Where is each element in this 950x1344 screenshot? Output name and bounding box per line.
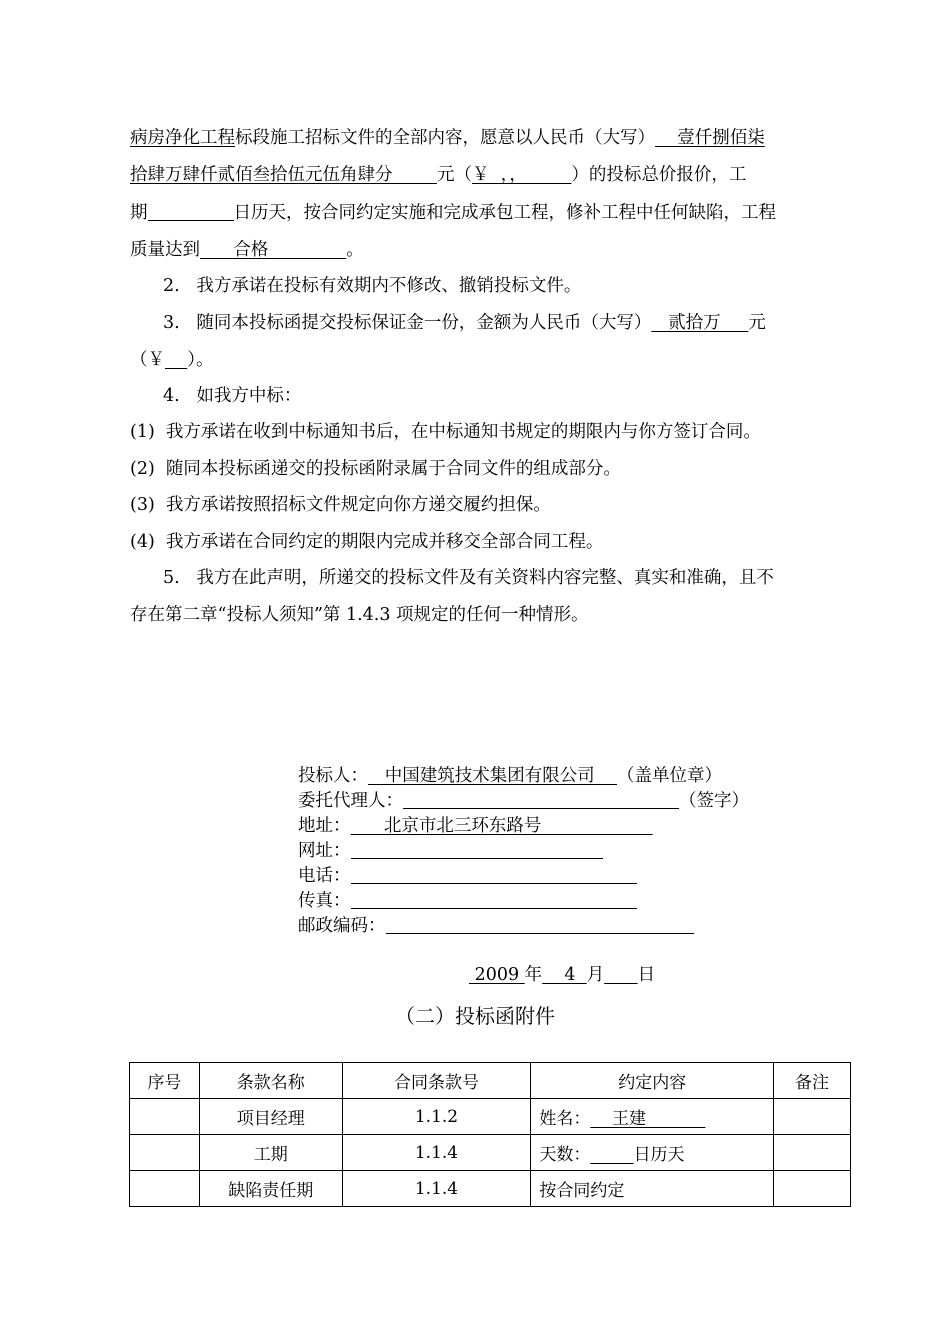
paragraph-1-text-2: ）的投标总价报价，工	[571, 165, 747, 185]
table-row	[130, 1135, 851, 1171]
row-no	[130, 1099, 200, 1135]
content-label: 姓名：	[539, 1109, 591, 1129]
row-note	[774, 1135, 851, 1171]
date-day	[604, 965, 637, 985]
item-5-line-1: 5. 我方在此声明，所递交的投标文件及有关资料内容完整、真实和准确，且不	[163, 568, 774, 588]
row-no	[130, 1135, 200, 1171]
paragraph-1-text: 标段施工招标文件的全部内容，愿意以人民币（大写）	[235, 128, 655, 148]
bidder-seal-note: （盖单位章）	[616, 766, 722, 786]
row-clause-number: 1.1.2	[342, 1099, 531, 1135]
period-blank	[148, 202, 234, 221]
header-note: 备注	[774, 1063, 851, 1099]
content-value: 王建	[590, 1109, 706, 1129]
row-content	[531, 1099, 774, 1135]
date-year: 2009	[469, 965, 525, 985]
row-clause-number: 1.1.4	[342, 1171, 531, 1207]
bidder-value: 中国建筑技术集团有限公司	[368, 766, 617, 786]
agent-sign-note: （签字）	[679, 791, 749, 811]
paragraph-1-line-1	[130, 126, 765, 150]
row-content	[531, 1171, 774, 1207]
row-no	[130, 1171, 200, 1207]
deposit-amount: 贰拾万	[651, 313, 749, 333]
item-4: 4. 如我方中标：	[163, 386, 302, 406]
paragraph-1-text-3: 日历天，按合同约定实施和完成承包工程，修补工程中任何缺陷，工程	[233, 203, 776, 223]
header-no: 序号	[130, 1063, 200, 1099]
header-content: 约定内容	[531, 1063, 774, 1099]
item-5-line-2: 存在第二章“投标人须知”第 1.4.3 项规定的任何一种情形。	[130, 605, 589, 625]
bidder-row	[298, 765, 722, 787]
bidder-label: 投标人：	[298, 766, 368, 786]
deposit-unit: 元	[748, 313, 766, 333]
appendix-title: （二）投标函附件	[395, 1004, 555, 1028]
sub-item-1: (1) 我方承诺在收到中标通知书后，在中标通知书规定的期限内与你方签订合同。	[130, 422, 761, 442]
row-note	[774, 1099, 851, 1135]
date-month-suffix: 月	[586, 965, 605, 985]
currency-unit-text: 元（	[437, 165, 473, 185]
item-3-line-2	[130, 348, 214, 372]
content-suffix: 日历天	[633, 1145, 685, 1165]
content-label: 按合同约定	[539, 1181, 625, 1201]
sub-item-2: (2) 随同本投标函递交的投标函附录属于合同文件的组成部分。	[130, 459, 621, 479]
period-mark: 。	[346, 240, 364, 260]
row-content	[531, 1135, 774, 1171]
website-blank	[351, 840, 603, 859]
deposit-figures-label: （￥	[130, 350, 165, 370]
bid-amount-figures: ￥ ，，	[472, 165, 572, 185]
date-row	[469, 964, 655, 986]
fax-blank	[351, 890, 637, 909]
content-value	[590, 1145, 633, 1165]
table-row	[130, 1099, 851, 1135]
bid-amount-words-part1: 壹仟捌佰柒	[655, 128, 765, 148]
date-month: 4	[542, 965, 587, 985]
address-label: 地址：	[298, 816, 351, 836]
row-clause-name: 项目经理	[199, 1099, 342, 1135]
row-clause-name: 缺陷责任期	[199, 1171, 342, 1207]
header-clause-number: 合同条款号	[342, 1063, 531, 1099]
sub-item-4: (4) 我方承诺在合同约定的期限内完成并移交全部合同工程。	[130, 532, 604, 552]
postcode-label: 邮政编码：	[298, 916, 386, 936]
paragraph-1-line-2	[130, 163, 746, 187]
fax-label: 传真：	[298, 891, 351, 911]
row-clause-name: 工期	[199, 1135, 342, 1171]
date-year-suffix: 年	[524, 965, 543, 985]
table-header-row	[130, 1063, 851, 1099]
website-row	[298, 840, 603, 862]
website-label: 网址：	[298, 841, 351, 861]
agent-row	[298, 790, 749, 812]
phone-blank	[351, 865, 637, 884]
deposit-figures-close: ）。	[187, 350, 214, 370]
agent-label: 委托代理人：	[298, 791, 403, 811]
date-day-suffix: 日	[637, 965, 656, 985]
content-label: 天数：	[539, 1145, 591, 1165]
header-clause-name: 条款名称	[199, 1063, 342, 1099]
period-label: 期	[130, 203, 148, 223]
item-3-line-1	[163, 311, 766, 335]
postcode-blank	[386, 915, 694, 934]
sub-item-3: (3) 我方承诺按照招标文件规定向你方递交履约担保。	[130, 495, 551, 515]
postcode-row	[298, 915, 694, 937]
item-3-text: 3. 随同本投标函提交投标保证金一份，金额为人民币（大写）	[163, 313, 652, 333]
project-name: 病房净化工程	[130, 128, 235, 148]
fax-row	[298, 890, 637, 912]
paragraph-1-line-3	[130, 201, 776, 225]
bid-amount-words-part2: 拾肆万肆仟贰佰叁拾伍元伍角肆分	[130, 165, 438, 185]
row-note	[774, 1171, 851, 1207]
paragraph-1-line-4	[130, 238, 364, 262]
phone-row	[298, 865, 637, 887]
address-row	[298, 815, 653, 837]
row-clause-number: 1.1.4	[342, 1135, 531, 1171]
table-row	[130, 1171, 851, 1207]
deposit-figures-blank	[165, 350, 187, 370]
quality-value: 合格	[200, 240, 347, 260]
quality-label: 质量达到	[130, 240, 200, 260]
appendix-table	[129, 1062, 851, 1207]
item-2: 2. 我方承诺在投标有效期内不修改、撤销投标文件。	[163, 276, 582, 296]
address-value: 北京市北三环东路号	[350, 816, 653, 836]
agent-blank	[403, 790, 679, 809]
phone-label: 电话：	[298, 866, 351, 886]
